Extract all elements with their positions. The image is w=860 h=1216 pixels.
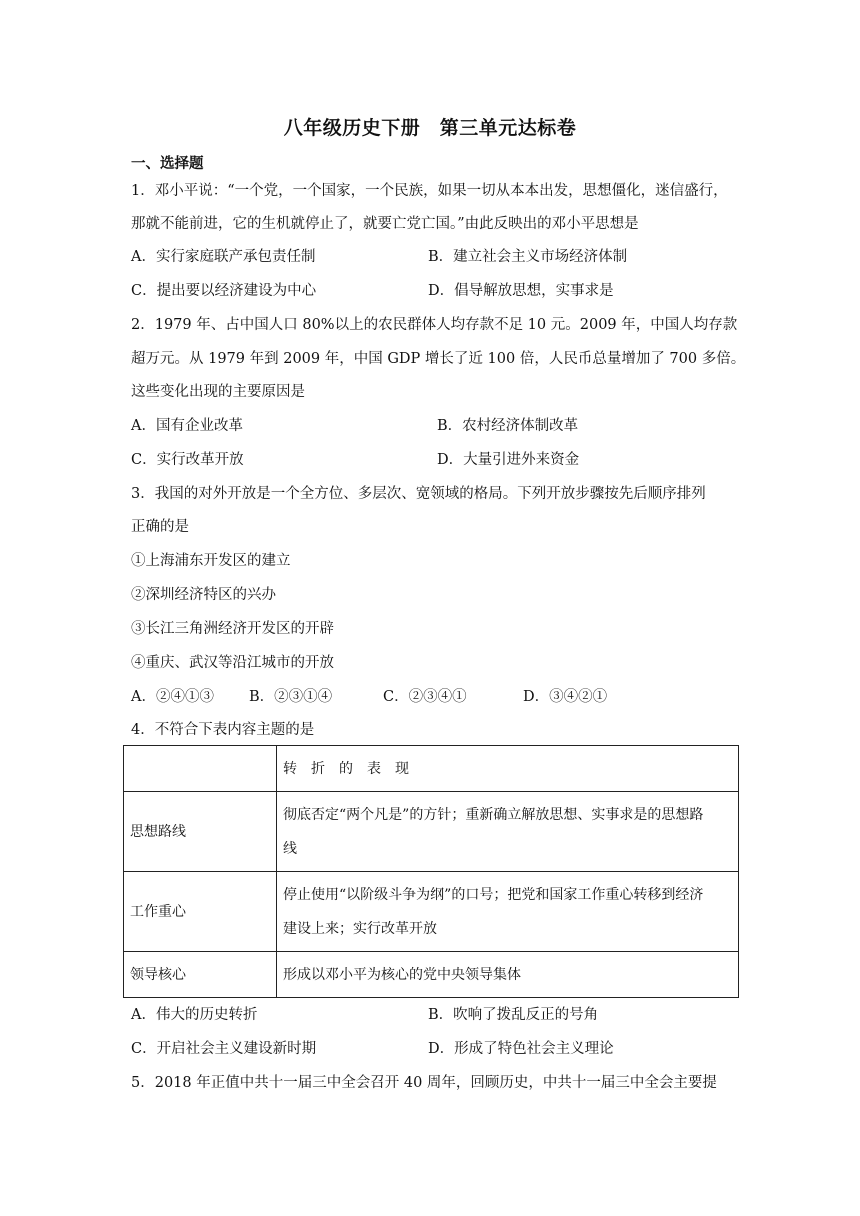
q2-stem-line3: 这些变化出现的主要原因是 — [131, 384, 305, 400]
table-row-content — [277, 872, 739, 952]
table-row-label: 思想路线 — [124, 792, 277, 872]
q2-stem-line1: 2．1979 年、占中国人口 80%以上的农民群体人均存款不足 10 元。2009 年，中国人均存款 — [131, 317, 738, 333]
q1-stem-line1: 1．邓小平说：“一个党，一个国家，一个民族，如果一切从本本出发，思想僵化，迷信盛行， — [131, 183, 728, 199]
table-header-row — [124, 746, 739, 792]
q3-stem-line1: 3．我国的对外开放是一个全方位、多层次、宽领域的格局。下列开放步骤按先后顺序排列 — [131, 486, 706, 502]
q3-item-4: ④重庆、武汉等沿江城市的开放 — [131, 655, 334, 671]
table-header-empty — [124, 746, 277, 792]
q2-option-a: A．国有企业改革 — [131, 418, 243, 434]
q1-option-d: D．倡导解放思想，实事求是 — [428, 283, 614, 299]
table-row-text: 停止使用“以阶级斗争为纲”的口号；把党和国家工作重心转移到经济 — [283, 886, 704, 903]
q2-stem-line2: 超万元。从 1979 年到 2009 年，中国 GDP 增长了近 100 倍，人民币总量增加了 700 多倍。 — [131, 351, 746, 367]
table-row-label: 工作重心 — [124, 872, 277, 952]
q2-option-d: D．大量引进外来资金 — [437, 452, 580, 468]
table-row — [124, 952, 739, 998]
table-row — [124, 872, 739, 952]
table-header-text: 转折的表现 — [283, 760, 423, 777]
q4-option-b: B．吹响了拨乱反正的号角 — [428, 1007, 599, 1023]
q3-option-c: C．②③④① — [383, 689, 467, 705]
q2-option-c: C．实行改革开放 — [131, 452, 244, 468]
q4-option-d: D．形成了特色社会主义理论 — [428, 1041, 614, 1057]
table-row-content — [277, 952, 739, 998]
q3-option-b: B．②③①④ — [249, 689, 333, 705]
q4-stem-line1: 4．不符合下表内容主题的是 — [131, 722, 315, 738]
q2-option-b: B．农村经济体制改革 — [437, 418, 579, 434]
page-title: 八年级历史下册 第三单元达标卷 — [283, 117, 577, 139]
q1-option-b: B．建立社会主义市场经济体制 — [428, 249, 628, 265]
section-heading: 一、选择题 — [131, 155, 204, 172]
q1-option-a: A．实行家庭联产承包责任制 — [131, 249, 316, 265]
table-row-text: 建设上来；实行改革开放 — [283, 920, 437, 937]
table-row — [124, 792, 739, 872]
q4-option-a: A．伟大的历史转折 — [131, 1007, 258, 1023]
table-row-text: 线 — [283, 840, 297, 857]
q3-stem-line2: 正确的是 — [131, 519, 189, 535]
table-row-content — [277, 792, 739, 872]
q4-option-c: C．开启社会主义建设新时期 — [131, 1041, 317, 1057]
table-row-text: 形成以邓小平为核心的党中央领导集体 — [283, 966, 521, 983]
table-row-label: 领导核心 — [124, 952, 277, 998]
q3-option-d: D．③④②① — [523, 689, 608, 705]
table-header-title — [277, 746, 739, 792]
table-row-text: 彻底否定“两个凡是”的方针；重新确立解放思想、实事求是的思想路 — [283, 806, 704, 823]
q1-option-c: C．提出要以经济建设为中心 — [131, 283, 317, 299]
q3-item-3: ③长江三角洲经济开发区的开辟 — [131, 621, 334, 637]
q3-item-2: ②深圳经济特区的兴办 — [131, 587, 276, 603]
q3-item-1: ①上海浦东开发区的建立 — [131, 553, 291, 569]
q4-table — [123, 745, 739, 998]
q1-stem-line2: 那就不能前进，它的生机就停止了，就要亡党亡国。”由此反映出的邓小平思想是 — [131, 216, 639, 232]
q5-stem-line1: 5．2018 年正值中共十一届三中全会召开 40 周年，回顾历史，中共十一届三中全会主要提 — [131, 1075, 717, 1091]
q3-option-a: A．②④①③ — [131, 689, 214, 705]
